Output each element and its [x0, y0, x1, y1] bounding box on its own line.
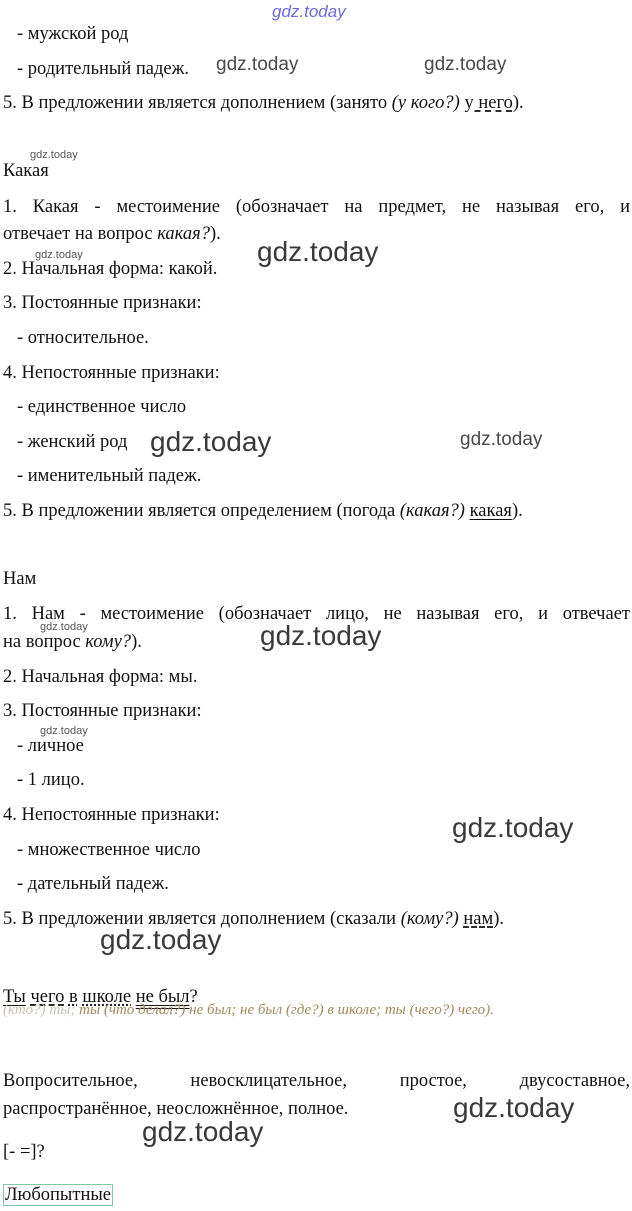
- text-line: 1. Какая - местоимение (обозначает на предмет, не называя его, и: [3, 197, 630, 217]
- text-line: - 1 лицо.: [17, 770, 85, 790]
- sentence-word: школе: [82, 987, 132, 1007]
- boxed-word: Любопытные: [5, 1185, 111, 1205]
- text-line: 5. В предложении является дополнением (сказали (кому?) нам).: [3, 909, 505, 929]
- watermark: gdz.today: [40, 725, 88, 737]
- text-line: 4. Непостоянные признаки:: [3, 363, 220, 383]
- text-line: - дательный падеж.: [17, 874, 169, 894]
- watermark: gdz.today: [35, 249, 83, 261]
- text-line: [3, 1183, 630, 1207]
- text-line: 2. Начальная форма: мы.: [3, 667, 198, 687]
- sentence-word: чего: [30, 987, 65, 1007]
- text-line: 5. В предложении является дополнением (занято (у кого?) у него).: [3, 93, 524, 113]
- watermark: gdz.today: [260, 620, 382, 651]
- text-line: - относительное.: [17, 328, 149, 348]
- text-line: распространённое, неосложнённое, полное.: [3, 1099, 349, 1119]
- analyzed-sentence: Ты чего в школе не был?: [3, 987, 198, 1007]
- text-line: 4. Непостоянные признаки:: [3, 805, 220, 825]
- question-text: (какая?): [399, 501, 465, 521]
- watermark: gdz.today: [257, 236, 379, 267]
- text-line: - родительный падеж.: [17, 59, 190, 79]
- sentence-word: Ты: [3, 987, 26, 1007]
- watermark: gdz.today: [30, 149, 78, 161]
- analysis-line: (кто?) ты; ты (что делал?) не был; не был (где?) в школе; ты (чего?) чего).: [3, 1002, 494, 1018]
- text-span: 5. В предложении является дополнением (занято: [3, 93, 392, 113]
- text-line: отвечает на вопрос какая?).: [3, 224, 221, 244]
- text-line: 5. В предложении является определением (погода (какая?) какая).: [3, 501, 523, 521]
- sentence-word: в: [68, 987, 78, 1007]
- question-text: (кому?): [400, 909, 459, 929]
- text-line: - множественное число: [17, 840, 201, 860]
- text-line: 3. Постоянные признаки:: [3, 701, 202, 721]
- section-heading: Нам: [3, 569, 37, 589]
- text-line: на вопрос кому?).: [3, 632, 142, 652]
- sentence-scheme: [- =]?: [3, 1142, 45, 1162]
- text-line: 2. Начальная форма: какой.: [3, 259, 218, 279]
- text-line: - единственное число: [17, 397, 187, 417]
- underlined-word: нам: [463, 909, 494, 929]
- watermark: gdz.today: [142, 1116, 264, 1147]
- question-text: кому?: [85, 632, 132, 652]
- text-line: Вопросительное, невосклицательное, простое, двусоставное,: [3, 1071, 630, 1091]
- sentence-word: не был: [135, 987, 190, 1007]
- text-line: - именительный падеж.: [17, 466, 202, 486]
- watermark: gdz.today: [40, 621, 88, 633]
- watermark: gdz.today: [460, 429, 543, 450]
- watermark: gdz.today: [453, 1092, 575, 1123]
- text-line: - личное: [17, 736, 84, 756]
- underlined-word: у него: [464, 93, 513, 113]
- text-line: 3. Постоянные признаки:: [3, 293, 202, 313]
- text-line: - мужской род: [17, 24, 129, 44]
- text-line: - женский род: [17, 432, 128, 452]
- watermark: gdz.today: [150, 426, 272, 457]
- watermark: gdz.today: [424, 54, 507, 75]
- question-text: какая?: [157, 224, 210, 244]
- watermark: gdz.today: [452, 812, 574, 843]
- underlined-word: какая: [469, 501, 512, 521]
- watermark: gdz.today: [100, 924, 222, 955]
- watermark-top: gdz.today: [272, 2, 346, 21]
- question-text: (у кого?): [391, 93, 460, 113]
- watermark: gdz.today: [216, 54, 299, 75]
- section-heading: Какая: [3, 161, 49, 181]
- text-line: 1. Нам - местоимение (обозначает лицо, не называя его, и отвечает: [3, 604, 630, 624]
